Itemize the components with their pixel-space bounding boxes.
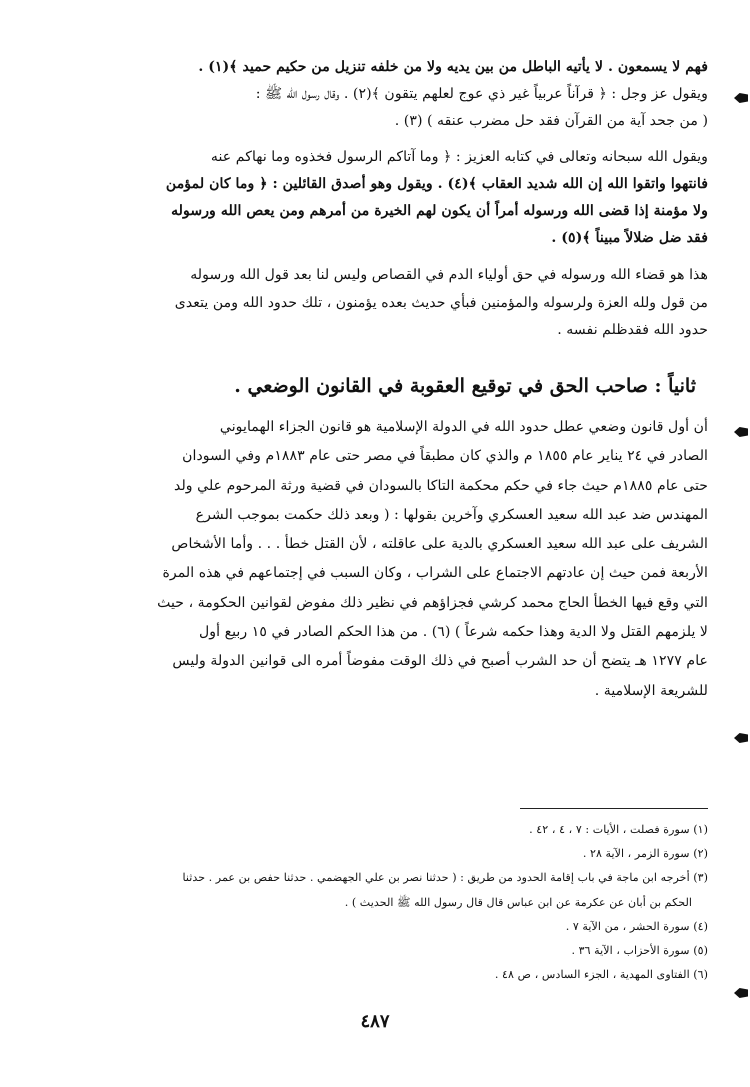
margin-mark-icon — [734, 733, 748, 743]
footnote-1: (١) سورة فصلت ، الأيات : ٧ ، ٤ ، ٤٢ . — [529, 823, 708, 836]
footnote-2: (٢) سورة الزمر ، الآية ٢٨ . — [582, 847, 708, 861]
text-line: فقد ضل ضلالاً مبيناً ﴾(٥) . — [551, 230, 708, 247]
text-line: حتى عام ١٨٨٥م حيث جاء في حكم محكمة التاكا بالسودان في قضية ورثة المرحوم علي ولد — [174, 477, 708, 494]
paragraph-positive-law — [56, 413, 708, 706]
text-line: من قول ولله العزة ولرسوله والمؤمنين فبأي حديث بعده يؤمنون ، تلك حدود الله ومن يتعدى — [174, 294, 708, 311]
section-heading: ثانياً : صاحب الحق في توقيع العقوبة في القانون الوضعي . — [234, 374, 696, 397]
footnote-6: (٦) الفتاوى المهدية ، الجزء السادس ، ص ٤٨ . — [494, 968, 708, 982]
text-line: التي وقع فيها الخطأ الحاج محمد كرشي فجزاؤهم في نظير ذلك مفوض لقوانين الحكومة ، حيث — [157, 594, 708, 611]
margin-mark-icon — [734, 93, 748, 103]
paragraph-judgment — [56, 262, 708, 345]
paragraph-verses — [56, 144, 708, 253]
footnote-3: (٣) أخرجه ابن ماجة في باب إقامة الحدود من طريق : ( حدثنا نصر بن علي الجهضمي . حدثنا حفص بن عمر . حدثنا — [182, 871, 708, 885]
text-line: ويقول الله سبحانه وتعالى في كتابه العزيز : ﴿ وما آتاكم الرسول فخذوه وما نهاكم عنه — [210, 148, 708, 165]
text-line: الشريف على عبد الله سعيد العسكري بالدية على عاقلته ، لأن القتل خطأ . . . وأما الأشخاص — [171, 536, 708, 553]
text-line: للشريعة الإسلامية . — [594, 682, 708, 699]
text-line: فهم لا يسمعون . لا يأتيه الباطل من بين يديه ولا من خلفه تنزيل من حكيم حميد ﴾(١) . — [198, 59, 708, 75]
text-line: ( من جحد آية من القرآن فقد حل مضرب عنقه ) (٣) . — [394, 113, 708, 130]
text-line: فانتهوا واتقوا الله إن الله شديد العقاب ﴾(٤) . ويقول وهو أصدق القائلين : ﴿ وما كان لمؤمن — [165, 175, 708, 192]
text-line: ولا مؤمنة إذا قضى الله ورسوله أمراً أن يكون لهم الخيرة من أمرهم ومن يعص الله ورسوله — [171, 203, 708, 220]
text-line: ويقول عز وجل : ﴿ قرآناً عربياً غير ذي عوج لعلهم يتقون ﴾(٢) . وقال رسول الله ﷺ : — [255, 86, 708, 103]
paragraph-quran-quotes — [56, 54, 708, 136]
text-line: الأربعة فمن حيث إن عادتهم الاجتماع على الشراب ، وكان السبب في إجتماعهم في هذه المرة — [162, 565, 708, 582]
text-line: هذا هو قضاء الله ورسوله في حق أولياء الدم في القصاص وليس لنا بعد قول الله ورسوله — [190, 267, 708, 284]
text-line: المهندس ضد عبد الله سعيد العسكري وآخرين بقولها : ( وبعد ذلك حكمت بموجب الشرع — [195, 506, 708, 523]
footnote-3-continued: الحكم بن أبان عن عكرمة عن ابن عباس قال قال رسول الله ﷺ الحديث ) . — [344, 895, 692, 909]
text-line: أن أول قانون وضعي عطل حدود الله في الدولة الإسلامية هو قانون الجزاء الهمايوني — [219, 418, 708, 435]
margin-mark-icon — [734, 427, 748, 437]
footnote-5: (٥) سورة الأحزاب ، الآية ٣٦ . — [571, 944, 708, 958]
page-body — [56, 54, 708, 706]
text-line: الصادر في ٢٤ يناير عام ١٨٥٥ م والذي كان مطبقاً في مصر حتى عام ١٨٨٣م وفي السودان — [182, 448, 708, 465]
footnotes — [56, 818, 708, 987]
page-number: ٤٨٧ — [360, 1011, 390, 1032]
footnote-4: (٤) سورة الحشر ، من الآية ٧ . — [565, 919, 708, 933]
text-line: عام ١٢٧٧ هـ يتضح أن حد الشرب أصبح في ذلك الوقت مفوضاً أمره الى قوانين الدولة وليس — [172, 653, 708, 670]
margin-mark-icon — [734, 988, 748, 998]
text-line: لا يلزمهم القتل ولا الدية وهذا حكمه شرعاً ) (٦) . من هذا الحكم الصادر في ١٥ ربيع أول — [198, 624, 708, 640]
text-line: حدود الله فقدظلم نفسه . — [557, 322, 708, 339]
footnote-divider — [520, 808, 708, 809]
